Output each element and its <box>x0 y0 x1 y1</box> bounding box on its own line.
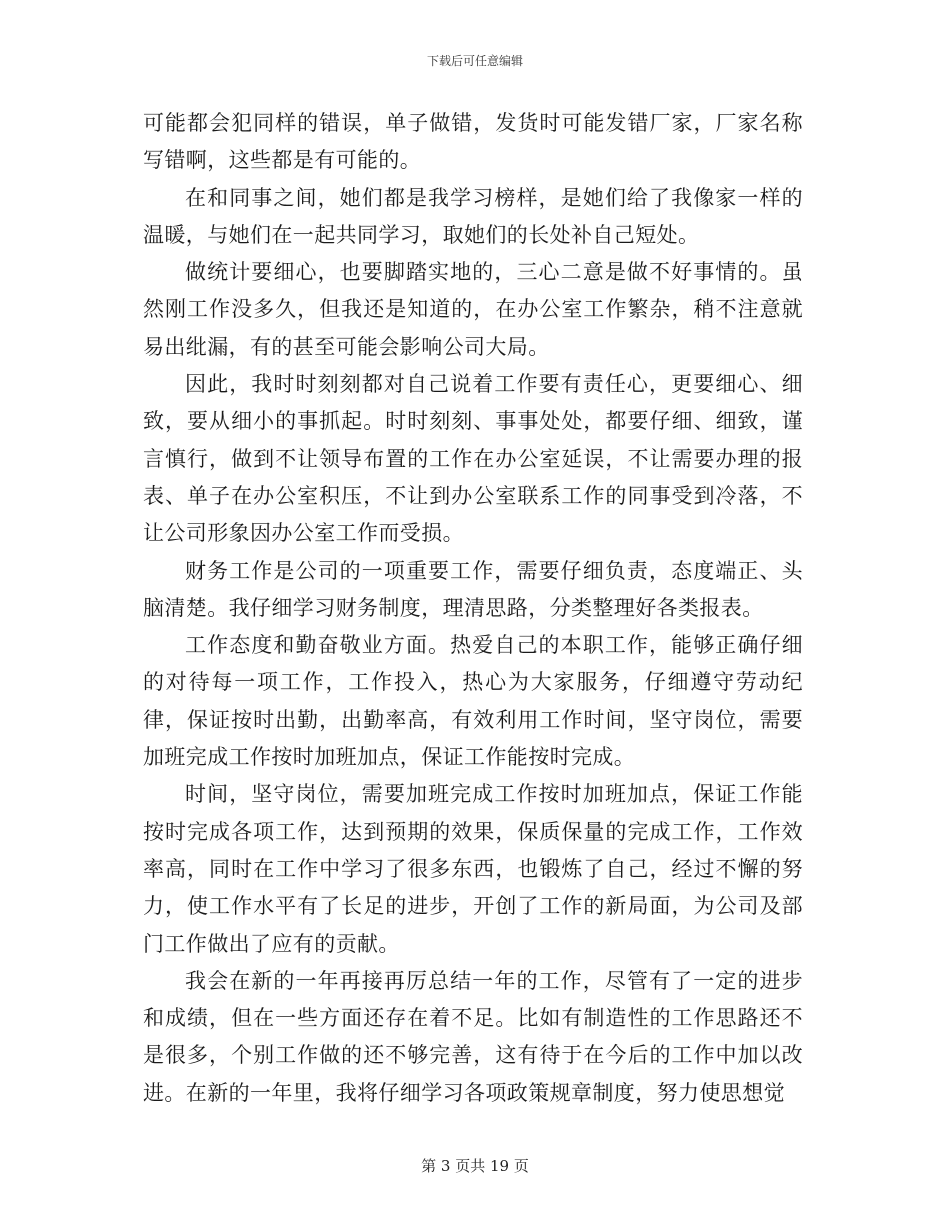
paragraph: 我会在新的一年再接再厉总结一年的工作，尽管有了一定的进步和成绩，但在一些方面还存在着不足。比如有制造性的工作思路还不是很多，个别工作做的还不够完善，这有待于在今后的工作中加以改进。在新的一年里，我将仔细学习各项政策规章制度，努力使思想觉 <box>143 968 803 1105</box>
page-header: 下载后可任意编辑 <box>426 54 523 68</box>
document-body <box>143 105 803 1112</box>
paragraph: 财务工作是公司的一项重要工作，需要仔细负责，态度端正、头脑清楚。我仔细学习财务制度，理清思路，分类整理好各类报表。 <box>143 558 803 620</box>
paragraph: 时间，坚守岗位，需要加班完成工作按时加班加点，保证工作能按时完成各项工作，达到预期的效果，保质保量的完成工作，工作效率高，同时在工作中学习了很多东西，也锻炼了自己，经过不懈的努力，使工作水平有了长足的进步，开创了工作的新局面，为公司及部门工作做出了应有的贡献。 <box>143 782 803 956</box>
paragraph: 做统计要细心，也要脚踏实地的，三心二意是做不好事情的。虽然刚工作没多久，但我还是知道的，在办公室工作繁杂，稍不注意就易出纰漏，有的甚至可能会影响公司大局。 <box>143 260 803 359</box>
paragraph: 可能都会犯同样的错误，单子做错，发货时可能发错厂家，厂家名称写错啊，这些都是有可能的。 <box>143 111 803 173</box>
page-number: 第 3 页共 19 页 <box>421 1157 529 1175</box>
paragraph: 工作态度和勤奋敬业方面。热爱自己的本职工作，能够正确仔细的对待每一项工作，工作投入，热心为大家服务，仔细遵守劳动纪律，保证按时出勤，出勤率高，有效利用工作时间，坚守岗位，需要加班完成工作按时加班加点，保证工作能按时完成。 <box>143 633 803 770</box>
paragraph: 因此，我时时刻刻都对自己说着工作要有责任心，更要细心、细致，要从细小的事抓起。时时刻刻、事事处处，都要仔细、细致，谨言慎行，做到不让领导布置的工作在办公室延误，不让需要办理的报表、单子在办公室积压，不让到办公室联系工作的同事受到冷落，不让公司形象因办公室工作而受损。 <box>143 372 803 546</box>
paragraph: 在和同事之间，她们都是我学习榜样，是她们给了我像家一样的温暖，与她们在一起共同学习，取她们的长处补自己短处。 <box>143 185 803 247</box>
